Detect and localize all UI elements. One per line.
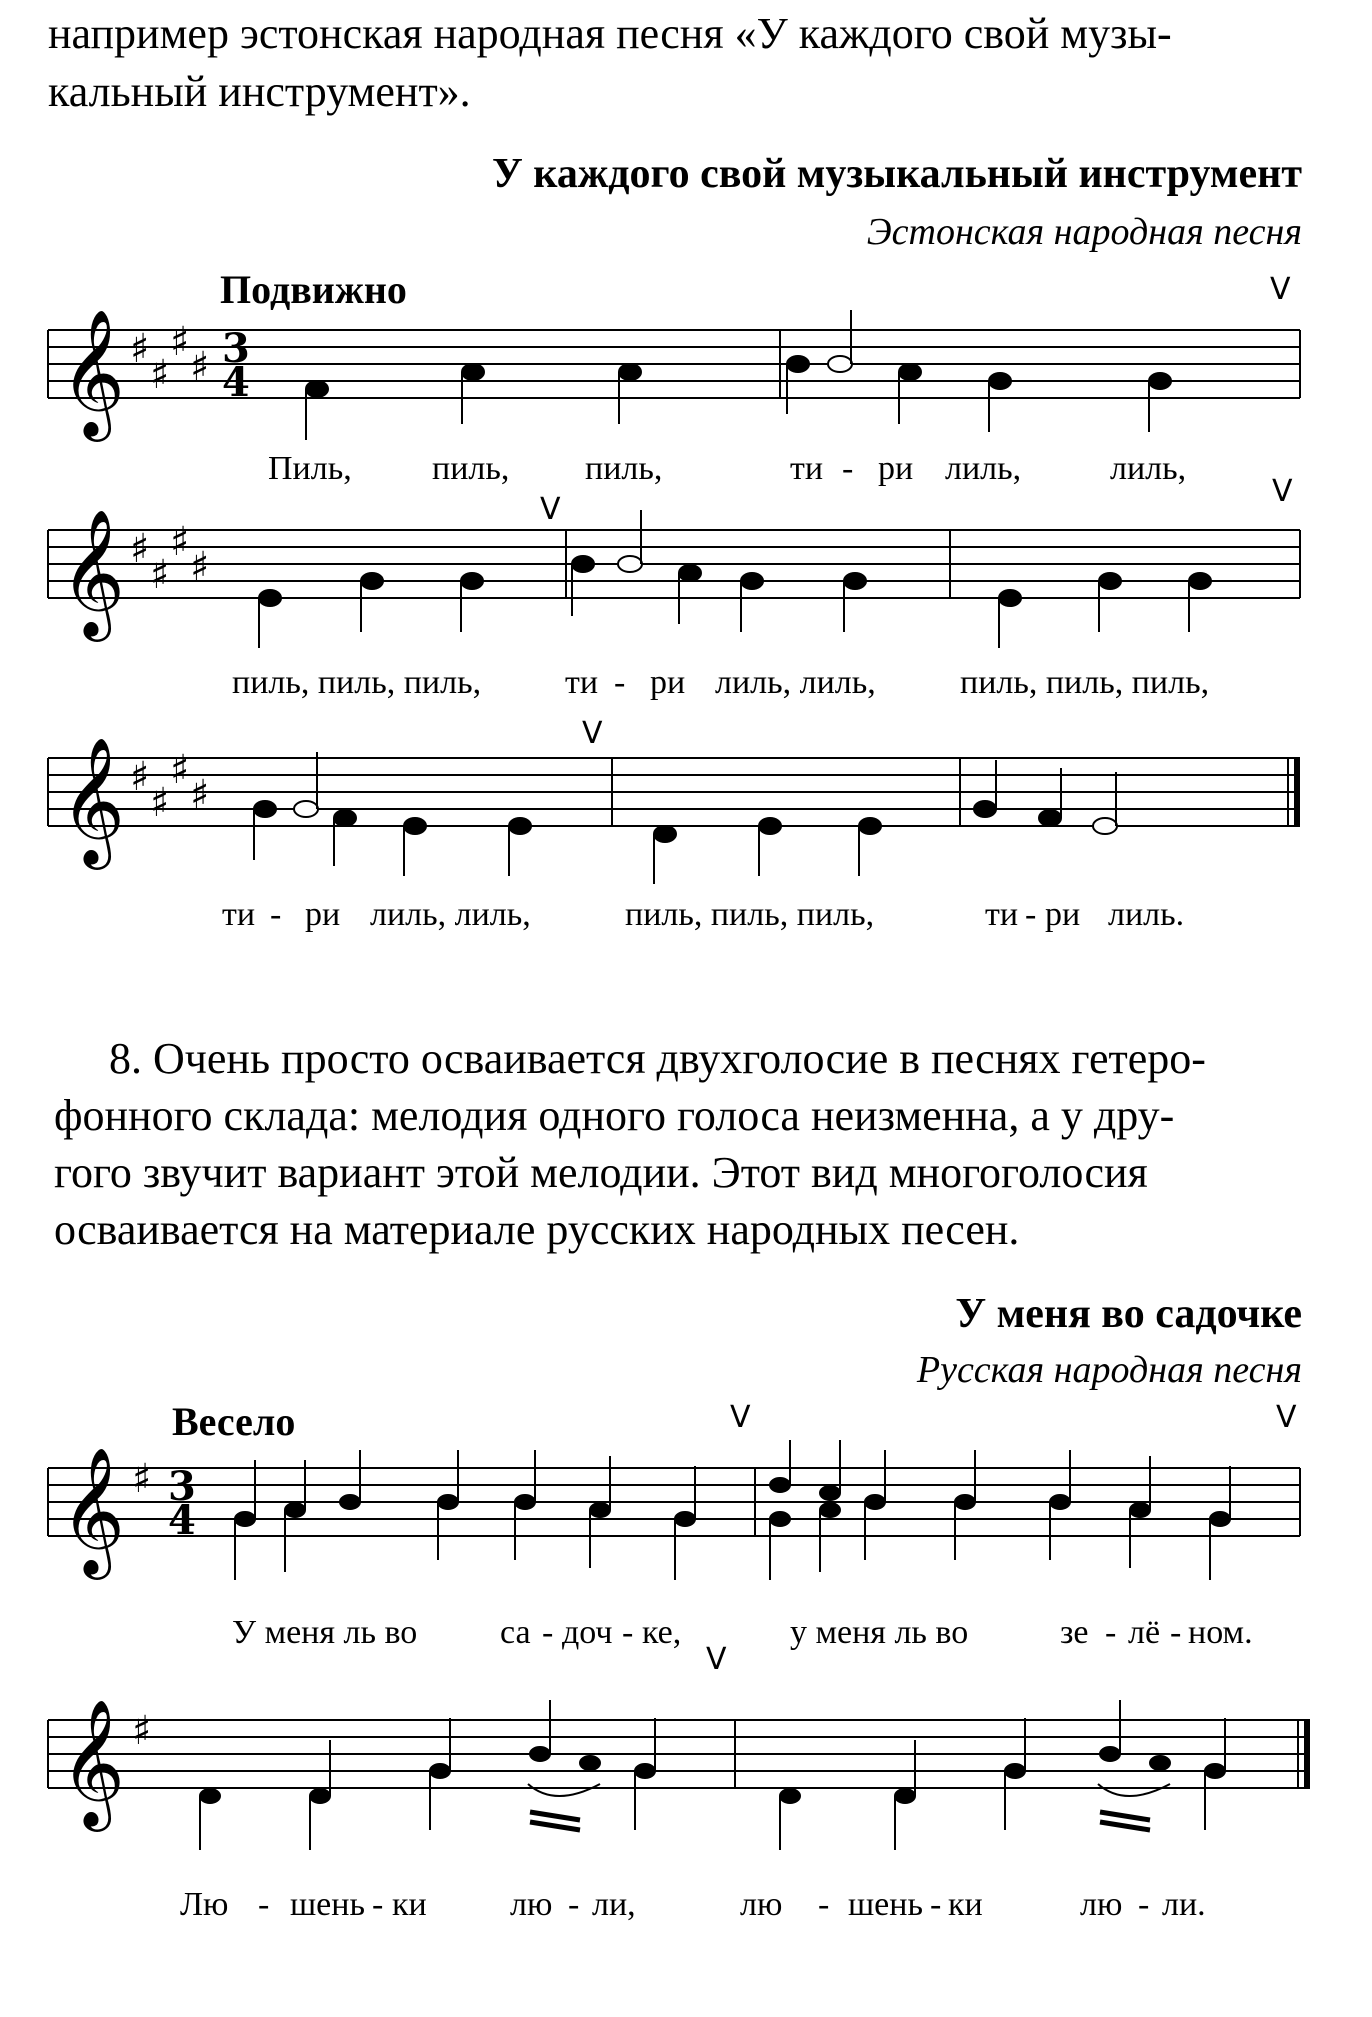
song2-subtitle: Русская народная песня (916, 1349, 1302, 1391)
svg-text:♯: ♯ (150, 780, 170, 826)
lyric-hyphen: - (842, 450, 854, 487)
lyric-syllable: шень (290, 1886, 365, 1923)
lyric-syllable: ти (985, 896, 1019, 933)
breath-mark-icon: V (540, 492, 561, 527)
breath-mark-icon: V (582, 716, 603, 751)
svg-text:♯: ♯ (150, 352, 170, 398)
lyric-hyphen: - (568, 1886, 580, 1923)
lyric-syllable: Лю (180, 1886, 229, 1923)
lyric-syllable: ли. (1162, 1886, 1206, 1923)
svg-text:♯: ♯ (170, 519, 190, 565)
svg-text:♯: ♯ (190, 344, 210, 390)
lyric-syllable: ки (392, 1886, 427, 1923)
lyric-syllable: лиль, лиль, (715, 664, 876, 701)
lyric-syllable: у меня ль во (790, 1614, 969, 1651)
lyric-syllable: ти (790, 450, 824, 487)
lyric-syllable: зе (1060, 1614, 1089, 1651)
treble-clef-icon: 𝄞 (60, 308, 126, 436)
svg-text:♯: ♯ (190, 772, 210, 818)
key-signature-sharp: ♯ (132, 1456, 152, 1502)
paragraph-line: фонного склада: мелодия одного голоса неизменна, а у дру- (54, 1091, 1175, 1140)
lyric-syllable: пиль, пиль, пиль, (960, 664, 1210, 701)
intro-line-2: кальный инструмент». (48, 67, 471, 116)
sixteenth-beams (530, 1812, 1150, 1830)
lyric-hyphen: - (1170, 1614, 1182, 1651)
song1-tempo: Подвижно (220, 267, 407, 312)
lyric-hyphen: - (622, 1614, 634, 1651)
lyric-syllable: ти (565, 664, 599, 701)
lyric-syllable: ном. (1188, 1614, 1253, 1651)
lyric-syllable: ли, (592, 1886, 636, 1923)
svg-text:♯: ♯ (130, 326, 150, 372)
key-signature-sharp: ♯ (132, 1708, 152, 1754)
lyric-syllable: ри (305, 896, 341, 933)
song1-staff-2 (0, 492, 1372, 662)
lyric-syllable: лиль. (1108, 896, 1185, 933)
lyric-hyphen: - (930, 1886, 942, 1923)
slur-icon (528, 1784, 1170, 1796)
lyric-hyphen: - (372, 1886, 384, 1923)
lyric-syllable: У меня ль во (232, 1614, 418, 1651)
lyric-syllable: ри (878, 450, 914, 487)
svg-text:♯: ♯ (150, 552, 170, 598)
time-signature-top: 3 (168, 1463, 196, 1510)
lyric-hyphen: - (818, 1886, 830, 1923)
breath-mark-icon: V (706, 1642, 727, 1677)
paragraph-line: гого звучит вариант этой мелодии. Этот вид многоголосия (54, 1148, 1148, 1197)
svg-text:♯: ♯ (170, 747, 190, 793)
lyric-syllable: лю (740, 1886, 783, 1923)
song1-title: У каждого свой музыкальный инструмент (491, 151, 1302, 197)
lyric-hyphen: - (258, 1886, 270, 1923)
lyric-syllable: лиль, (945, 450, 1022, 487)
lyric-syllable: Пиль, (268, 450, 352, 487)
time-signature-top: 3 (222, 325, 250, 372)
song2-title: У меня во садочке (955, 1291, 1302, 1337)
lyric-syllable: ке, (642, 1614, 682, 1651)
treble-clef-icon: 𝄞 (60, 1698, 126, 1826)
song2-tempo: Весело (172, 1399, 296, 1444)
breath-mark-icon: V (730, 1400, 751, 1435)
time-signature-bottom: 4 (222, 359, 250, 406)
lyric-syllable: пиль, пиль, пиль, (625, 896, 875, 933)
lyric-syllable: доч (562, 1614, 613, 1651)
final-barline-thick (1294, 758, 1300, 826)
lyric-syllable: ри (1045, 896, 1081, 933)
lyric-syllable: пиль, (585, 450, 663, 487)
lyric-syllable: пиль, пиль, пиль, (232, 664, 482, 701)
lyric-syllable: лиль, лиль, (370, 896, 531, 933)
breath-mark-icon: V (1270, 272, 1291, 307)
song1-staff-1 (0, 300, 1372, 460)
lyric-syllable: пиль, (432, 450, 510, 487)
song1-subtitle: Эстонская народная песня (866, 211, 1302, 253)
svg-text:♯: ♯ (130, 526, 150, 572)
paragraph-line: 8. Очень просто осваивается двухголосие в песнях гетеро- (109, 1034, 1206, 1083)
lyric-syllable: са (500, 1614, 531, 1651)
time-signature-bottom: 4 (168, 1497, 196, 1544)
lyric-syllable: ки (948, 1886, 983, 1923)
lyric-syllable: лиль, (1110, 450, 1187, 487)
lyric-syllable: лё (1128, 1614, 1161, 1651)
lyric-syllable: ри (650, 664, 686, 701)
treble-clef-icon: 𝄞 (60, 1446, 126, 1574)
treble-clef-icon: 𝄞 (60, 508, 126, 636)
body-paragraph (54, 1030, 1324, 1258)
svg-text:♯: ♯ (170, 319, 190, 365)
svg-text:♯: ♯ (130, 754, 150, 800)
final-barline-thick (1304, 1720, 1310, 1788)
song1-staff-3 (0, 720, 1372, 890)
lyric-hyphen: - (542, 1614, 554, 1651)
song2-staff-1 (0, 1440, 1372, 1610)
intro-line-1: например эстонская народная песня «У каждого свой музы- (48, 9, 1172, 58)
svg-text:♯: ♯ (190, 544, 210, 590)
breath-mark-icon: V (1272, 474, 1293, 509)
paragraph-line: осваивается на материале русских народных песен. (54, 1205, 1020, 1254)
song2-staff-2 (0, 1680, 1372, 1860)
lyric-hyphen: - (1105, 1614, 1117, 1651)
lyric-syllable: ти (222, 896, 256, 933)
lyric-syllable: шень (848, 1886, 923, 1923)
lyric-hyphen: - (270, 896, 282, 933)
lyric-hyphen: - (1025, 896, 1037, 933)
breath-mark-icon: V (1276, 1400, 1297, 1435)
lyric-syllable: лю (510, 1886, 553, 1923)
lyric-hyphen: - (614, 664, 626, 701)
lyric-syllable: лю (1080, 1886, 1123, 1923)
lyric-hyphen: - (1138, 1886, 1150, 1923)
treble-clef-icon: 𝄞 (60, 736, 126, 864)
